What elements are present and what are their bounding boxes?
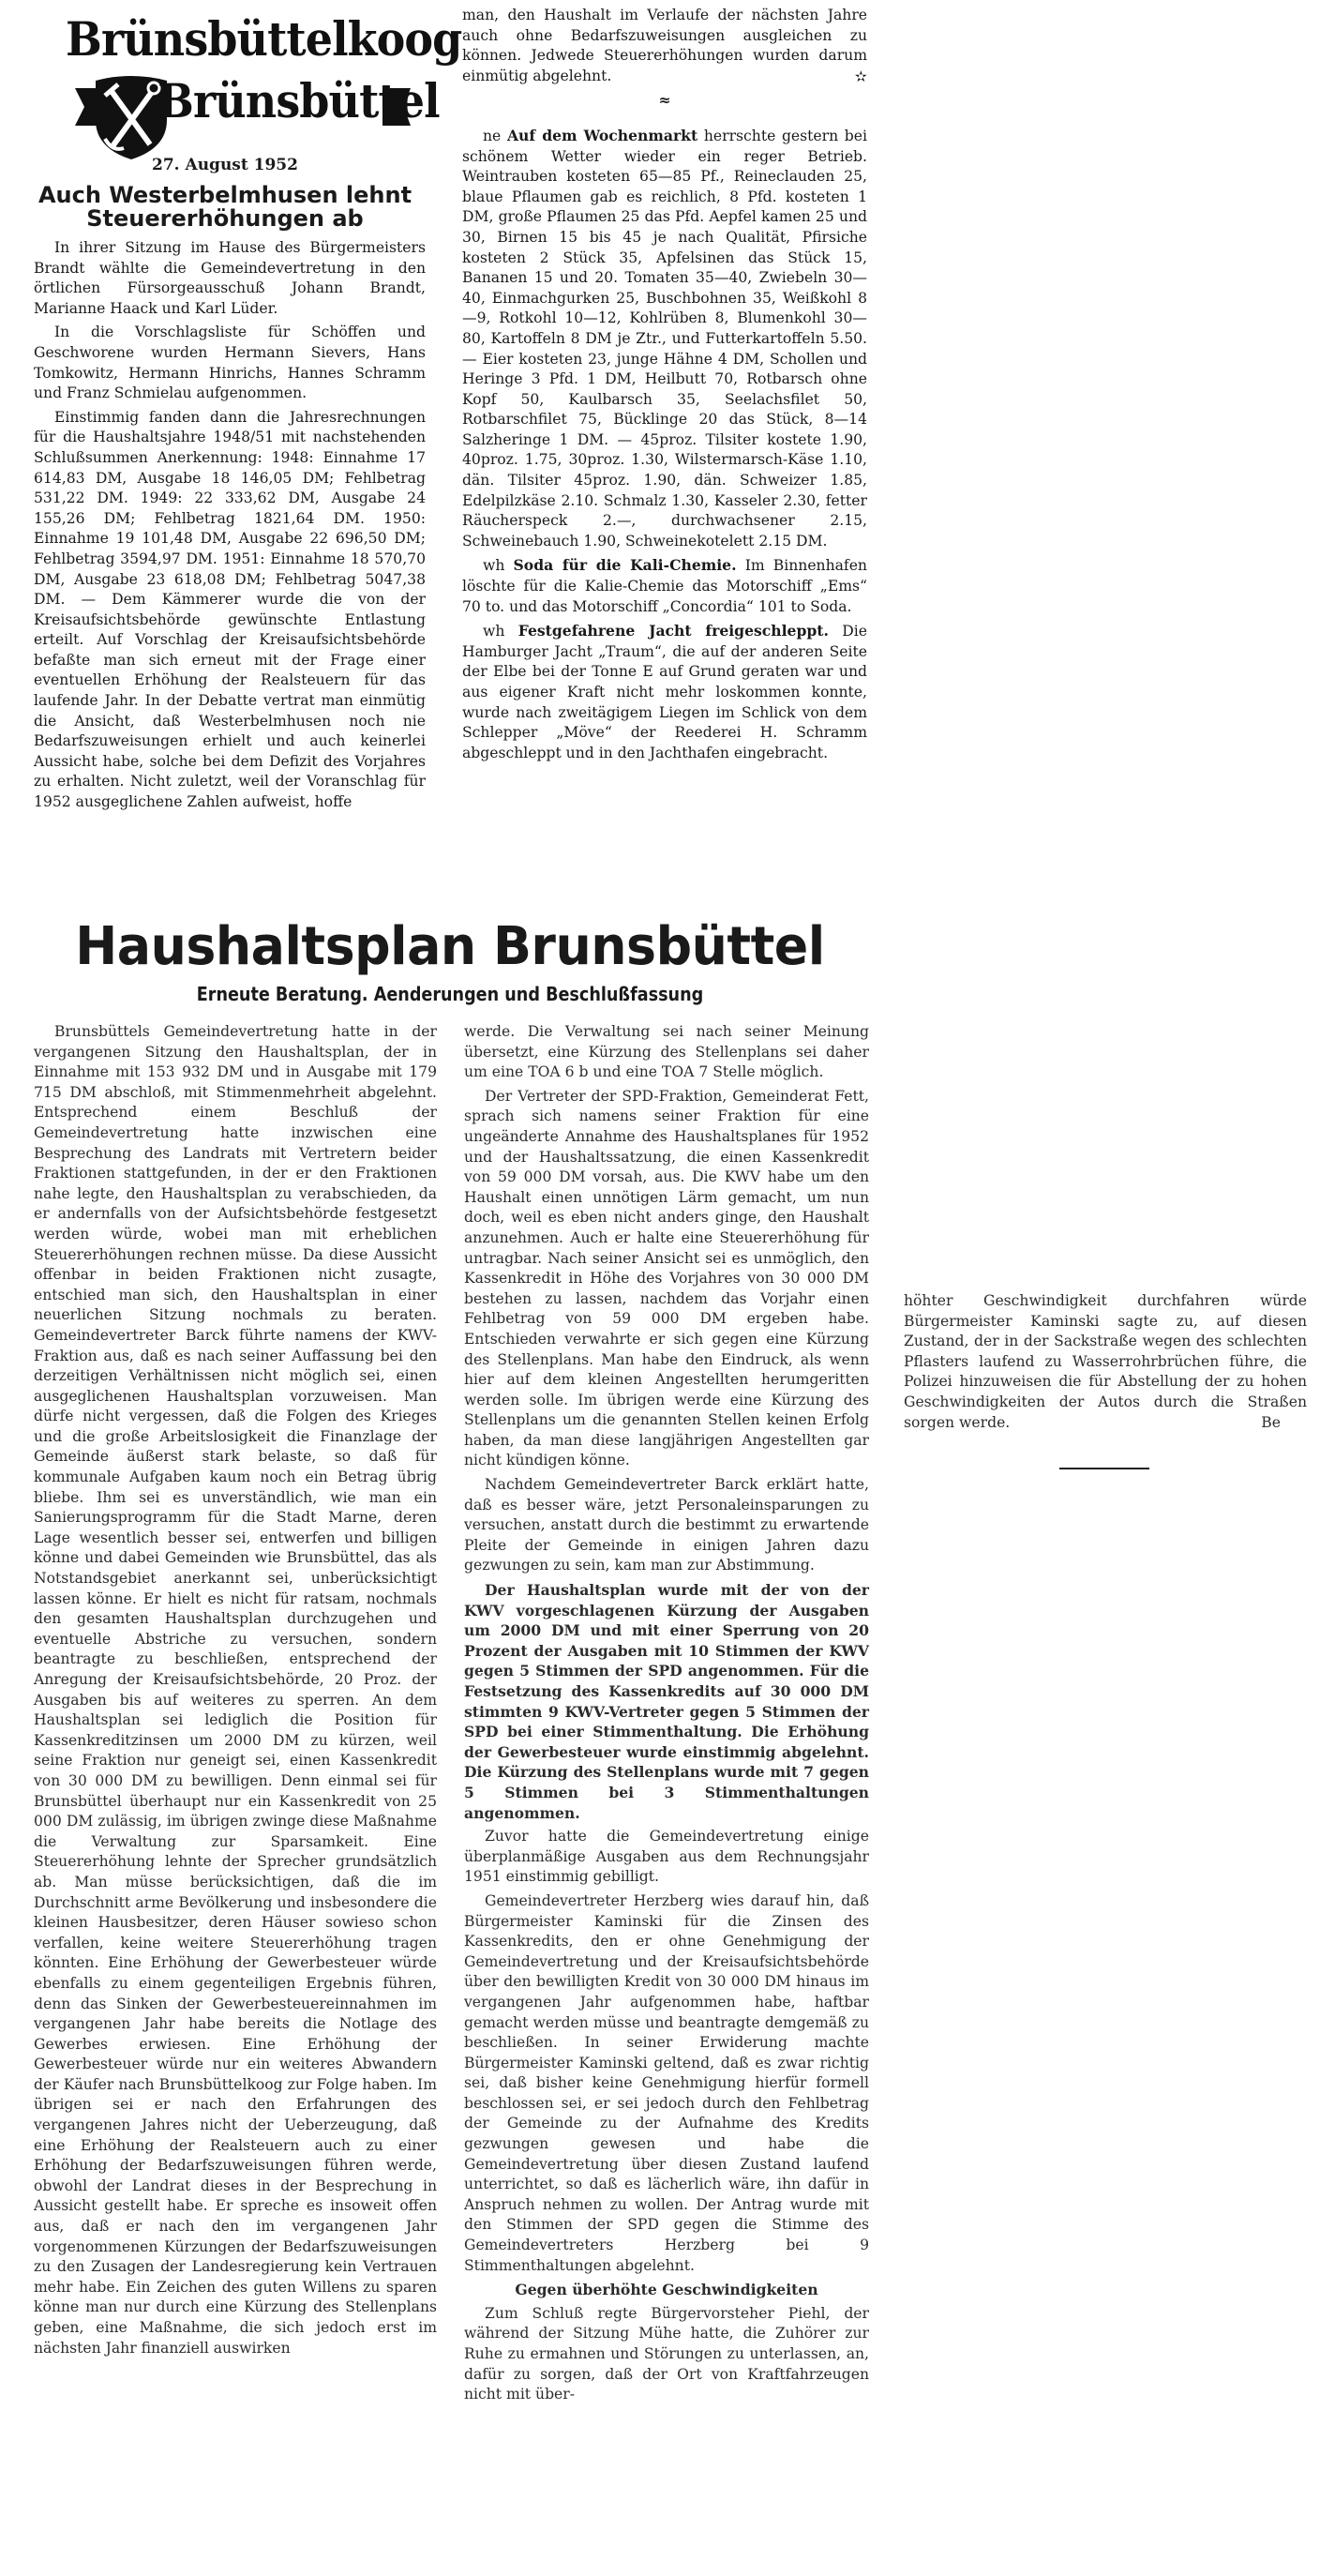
column2-top <box>462 6 867 767</box>
brief-title: Festgefahrene Jacht freigeschleppt. <box>518 622 829 640</box>
brief-item <box>462 126 867 551</box>
article2-headline: Haushaltsplan Brunsbüttel <box>75 916 825 977</box>
end-mark-icon: ✫ <box>854 67 867 85</box>
article2-paragraph: Zum Schluß regte Bürgervorsteher Piehl, der während der Sitzung Mühe hatte, die Zuhörer zur Ruhe zu ermahnen und Störungen zu unterlassen, an, dafür zu sorgen, daß der Ort von Kraftfahrzeugen nicht mit über- <box>464 2304 869 2403</box>
article2-paragraph: Brunsbüttels Gemeindevertretung hatte in der vergangenen Sitzung den Haushaltsplan, der in Einnahme mit 153 932 DM und in Ausgabe mit 179 715 DM abschloß, mit Stimmenmehrheit abgelehnt. Entsprechend einem Beschluß der Gemeindevertretung hatte inzwischen eine Besprechung des Landrats mit Vertretern beider Fraktionen stattgefunden, in der er den Fraktionen nahe legte, den Haushaltsplan zu verabschieden, da er andernfalls von der Aufsichtsbehörde festgesetzt werden würde, wobei man mit erheblichen Steuererhöhungen rechnen müsse. Da diese Aussicht offenbar in beiden Fraktionen nicht zusagte, entschied man sich, den Haushaltsplan in einer neuerlichen Sitzung nochmals zu beraten. Gemeindevertreter Barck führte namens der KWV-Fraktion aus, daß es nach seiner Auffassung bei den derzeitigen Verhältnissen nicht möglich sei, einen ausgeglichenen Haushaltsplan vorzuweisen. Man dürfe nicht vergessen, daß die Folgen des Krieges und die große Arbeitslosigkeit die Finanzlage der Gemeinde äußerst stark belaste, so daß für kommunale Aufgaben kaum noch ein Betrag übrig bliebe. Ihm sei es unverständlich, wie man ein Sanierungsprogramm für die Stadt Marne, deren Lage wesentlich besser sei, entwerfen und billigen könne und dabei Gemeinden wie Brunsbüttel, das als Notstandsgebiet anerkannt sei, unberücksichtigt lassen könne. Er hielt es nicht für ratsam, nochmals den gesamten Haushaltsplan durchzugehen und eventuelle Abstriche zu versuchen, sondern beantragte zu beschließen, entsprechend der Anregung der Kreisaufsichtsbehörde, 20 Proz. der Ausgaben bis auf weiteres zu sperren. An dem Haushaltsplan sei lediglich die Position für Kassenkreditzinsen um 2000 DM zu kürzen, weil seine Fraktion nur geneigt sei, einen Kassenkredit von 30 000 DM zu bewilligen. Denn einmal sei für Brunsbüttel überhaupt nur ein Kassenkredit von 25 000 DM zulässig, im übrigen zwinge diese Maßnahme die Verwaltung zur Sparsamkeit. Eine Steuererhöhung lehnte der Sprecher grundsätzlich ab. Man müsse berücksichtigen, daß die im Durchschnitt arme Bevölkerung und insbesondere die kleinen Hausbesitzer, deren Häuser sowieso schon verfallen, keine weitere Steuererhöhung tragen könnten. Eine Erhöhung der Gewerbesteuer würde ebenfalls zu einem gegenteiligen Ergebnis führen, denn das Sinken der Gewerbesteuereinnahmen im vergangenen Jahr habe bereits die Notlage des Gewerbes erwiesen. Eine Erhöhung der Gewerbesteuer würde nur ein weiteres Abwandern der Käufer nach Brunsbüttelkoog zur Folge haben. Im übrigen sei er nach den Erfahrungen des vergangenen Jahres nicht der Ueberzeugung, daß eine Erhöhung der Realsteuern auch zu einer Erhöhung der Bedarfszuweisungen führen werde, obwohl der Landrat dieses in der Besprechung in Aussicht gestellt habe. Er spreche es insoweit offen aus, daß er nach den im vergangenen Jahr vorgenommenen Kürzungen der Bedarfszuweisungen zu den Zusagen der Landesregierung kein Vertrauen mehr habe. Ein Zeichen des guten Willens zu sparen könne man nur durch eine Kürzung des Stellenplans geben, eine Maßnahme, die sich jedoch erst im nächsten Jahr finanziell auswirken <box>34 1023 437 2357</box>
article2-column1 <box>34 1022 437 2362</box>
brief-item <box>462 621 867 763</box>
author-signature: Be <box>1261 1413 1281 1431</box>
article2-subheadline: Erneute Beratung. Aenderungen und Beschlußfassung <box>196 983 704 1005</box>
brief-title: Auf dem Wochenmarkt <box>506 126 698 144</box>
article1-headline: Auch Westerbelmhusen lehnt Steuererhöhungen ab <box>38 182 412 232</box>
brief-text: Im Binnenhafen löschte für die Kalie-Chemie das Motorschiff „Ems“ 70 to. und das Motorschiff „Concordia“ 101 to Soda. <box>462 557 867 615</box>
masthead <box>38 11 462 144</box>
article2-column2 <box>464 1022 869 2409</box>
vote-result-paragraph: Der Haushaltsplan wurde mit der von der KWV vorgeschlagenen Kürzung der Ausgaben um 2000 DM und mit einer Sperrung von 20 Prozent der Ausgaben mit 10 Stimmen der KWV gegen 5 Stimmen der SPD angenommen. Für die Festsetzung des Kassenkredits auf 30 000 DM stimmten 9 KWV-Vertreter gegen 5 Stimmen der SPD bei einer Stimmenthaltung. Die Erhöhung der Gewerbesteuer wurde einstimmig abgelehnt. Die Kürzung des Stellenplans wurde mit 7 gegen 5 Stimmen bei 3 Stimmenthaltungen angenommen. <box>464 1581 869 1822</box>
article1-paragraph: Einstimmig fanden dann die Jahresrechnungen für die Haushaltsjahre 1948/51 mit nachstehenden Schlußsummen Anerkennung: 1948: Einnahme 17 614,83 DM, Ausgabe 18 146,05 DM; Fehlbetrag 531,22 DM. 1949: 22 333,62 DM, Ausgabe 24 155,26 DM; Fehlbetrag 1821,64 DM. 1950: Einnahme 19 101,48 DM, Ausgabe 22 696,50 DM; Fehlbetrag 3594,97 DM. 1951: Einnahme 18 570,70 DM, Ausgabe 23 618,08 DM; Fehlbetrag 5047,38 DM. — Dem Kämmerer wurde die von der Kreisaufsichtsbehörde gewünschte Entlastung erteilt. Auf Vorschlag der Kreisaufsichtsbehörde befaßte man sich erneut mit der Frage einer eventuellen Erhöhung der Realsteuern für das laufende Jahr. In der Debatte vertrat man einmütig die Ansicht, daß Westerbelmhusen noch nie Bedarfszuweisungen erhielt und auch keinerlei Aussicht habe, solche bei dem Defizit des Vorjahres zu erhalten. Nicht zuletzt, weil der Voranschlag für 1952 ausgeglichene Zahlen aufweist, hoffe <box>34 408 426 811</box>
article2-paragraph: Der Vertreter der SPD-Fraktion, Gemeinderat Fett, sprach sich namens seiner Fraktion für eine ungeänderte Annahme des Haushaltsplanes für 1952 und der Haushaltssatzung, die einen Kassenkredit von 59 000 DM vorsah, aus. Die KWV habe um den Haushalt einen unnötigen Lärm gemacht, um nun doch, weil es eben nicht anders ginge, den Haushalt anzunehmen. Auch er halte eine Steuererhöhung für untragbar. Nach seiner Ansicht sei es unmöglich, den Kassenkredit in Höhe des Vorjahres von 30 000 DM bestehen zu lassen, nachdem das Vorjahr einen Fehlbetrag von 59 000 DM ergeben habe. Entschieden verwahrte er sich gegen eine Kürzung des Stellenplans. Man habe den Eindruck, als wenn hier auf dem kleinen Angestellten herumgeritten werden solle. Im übrigen werde eine Kürzung des Stellenplans um die genannten Stellen keinen Erfolg haben, da man diese langjährigen Angestellten gar nicht kündigen könne. <box>464 1087 869 1469</box>
article2-column3 <box>904 1291 1307 1437</box>
issue-date: 27. August 1952 <box>152 156 298 174</box>
article1-paragraph: In die Vorschlagsliste für Schöffen und Geschworene wurden Hermann Sievers, Hans Tomkowitz, Hermann Hinrichs, Hannes Schramm und Franz Schmielau aufgenommen. <box>34 324 426 402</box>
brief-author: wh <box>483 557 505 575</box>
article2-paragraph: Gemeindevertreter Herzberg wies darauf hin, daß Bürgermeister Kaminski für die Zinsen des Kassenkredits, den er ohne Genehmigung der Gemeindevertretung und der Kreisaufsichtsbehörde über den bewilligten Kredit von 30 000 DM hinaus im vergangenen Jahr aufgenommen habe, haftbar gemacht werden müsse und beantragte demgemäß zu beschließen. In seiner Erwiderung machte Bürgermeister Kaminski geltend, daß es zwar richtig sei, daß bisher keine Genehmigung hierfür formell beschlossen sei, er sei jedoch durch den Fehlbetrag der Gemeinde zu der Aufnahme des Kredits gezwungen gewesen und habe die Gemeindevertretung über diesen Zustand laufend unterrichtet, so daß es lächerlich wäre, ihn dafür in Anspruch nehmen zu wollen. Der Antrag wurde mit den Stimmen der SPD gegen die Stimme des Gemeindevertreters Herzberg bei 9 Stimmenthaltungen abgelehnt. <box>464 1891 869 2274</box>
article2-paragraph: Nachdem Gemeindevertreter Barck erklärt hatte, daß es besser wäre, jetzt Personaleinsparungen zu versuchen, anstatt durch die bestimmt zu erwartende Pleite der Gemeinde in einigen Jahren dazu gezwungen zu sein, kam man zur Abstimmung. <box>464 1476 869 1574</box>
wave-divider-icon: ≈ <box>658 91 671 110</box>
masthead-title-line1: Brünsbüttelkoog <box>66 11 462 67</box>
article2-col3-text: höhter Geschwindigkeit durchfahren würde Bürgermeister Kaminski sagte zu, auf diesen Zustand, der in der Sackstraße wegen des schlechten Pflasters laufend zu Wasserrohrbrüchen führe, die Polizei hinzuweisen die für Abstellung der zu hohen Geschwindigkeiten der Autos durch die Straßen sorgen werde. <box>904 1292 1307 1431</box>
article1-paragraph: In ihrer Sitzung im Hause des Bürgermeisters Brandt wählte die Gemeindevertretung in den örtlichen Fürsorgeausschuß Johann Brandt, Marianne Haack und Karl Lüder. <box>34 239 426 317</box>
masthead-title-line2: Brünsbüttel <box>158 73 440 128</box>
article1-continuation <box>462 6 867 86</box>
brief-text: herrschte gestern bei schönem Wetter wieder ein reger Betrieb. Weintrauben kosteten 65—85 Pf., Reineclauden 25, blaue Pflaumen gab es reichlich, 8 Pfd. kosteten 1 DM, große Pflaumen 25 das Pfd. Aepfel kamen 25 und 30, Birnen 15 bis 45 je nach Qualität, Pfirsiche kosteten 2 Stück 35, Apfelsinen das Stück 15, Bananen 15 und 20. Tomaten 35—40, Zwiebeln 30—40, Einmachgurken 25, Buschbohnen 35, Weißkohl 8—9, Rotkohl 10—12, Kohlrüben 8, Blumenkohl 30—80, Kartoffeln 8 DM je Ztr., und Futterkartoffeln 5.50. — Eier kosteten 23, junge Hähne 4 DM, Schollen und Heringe 3 Pfd. 1 DM, Heilbutt 70, Rotbarsch ohne Kopf 50, Kaulbarsch 35, Seelachsfilet 50, Rotbarschfilet 75, Bücklinge 20 das Stück, 8—14 Salzheringe 1 DM. — 45proz. Tilsiter kostete 1.90, 40proz. 1.75, 30proz. 1.30, Wilstermarsch-Käse 1.10, dän. Tilsiter 45proz. 1.90, dän. Schweizer 1.85, Edelpilzkäse 2.10. Schmalz 1.30, Kasseler 2.30, fetter Räucherspeck 2.—, durchwachsener 2.15, Schweinebauch 1.90, Schweinekotelett 2.15 DM. <box>462 127 867 550</box>
brief-author: wh <box>483 623 505 640</box>
end-rule-divider <box>1059 1468 1149 1469</box>
article1-continuation-text: man, den Haushalt im Verlaufe der nächsten Jahre auch ohne Bedarfszuweisungen ausgleichen zu können. Jedwede Steuererhöhungen wurden darum einmütig abgelehnt. <box>462 7 867 84</box>
brief-title: Soda für die Kali-Chemie. <box>513 556 737 575</box>
brief-author: ne <box>483 127 502 144</box>
article1-column1 <box>34 238 426 817</box>
article2-paragraph: Zuvor hatte die Gemeindevertretung einige überplanmäßige Ausgaben aus dem Rechnungsjahr 1951 einstimmig gebilligt. <box>464 1828 869 1886</box>
article2-paragraph: werde. Die Verwaltung sei nach seiner Meinung übersetzt, eine Kürzung des Stellenplans sei daher um eine TOA 6 b und eine TOA 7 Stelle möglich. <box>464 1023 869 1081</box>
brief-text: Die Hamburger Jacht „Traum“, die auf der anderen Seite der Elbe bei der Tonne E auf Grund geraten war und aus eigener Kraft nicht mehr loskommen konnte, wurde nach zweitägigem Liegen im Schlick von dem Schlepper „Möve“ der Reederei H. Schramm abgeschleppt und in den Jachthafen eingebracht. <box>462 623 867 761</box>
article2-paragraph <box>904 1291 1307 1433</box>
brief-item <box>462 555 867 617</box>
article2-subhead: Gegen überhöhte Geschwindigkeiten <box>515 2281 818 2299</box>
